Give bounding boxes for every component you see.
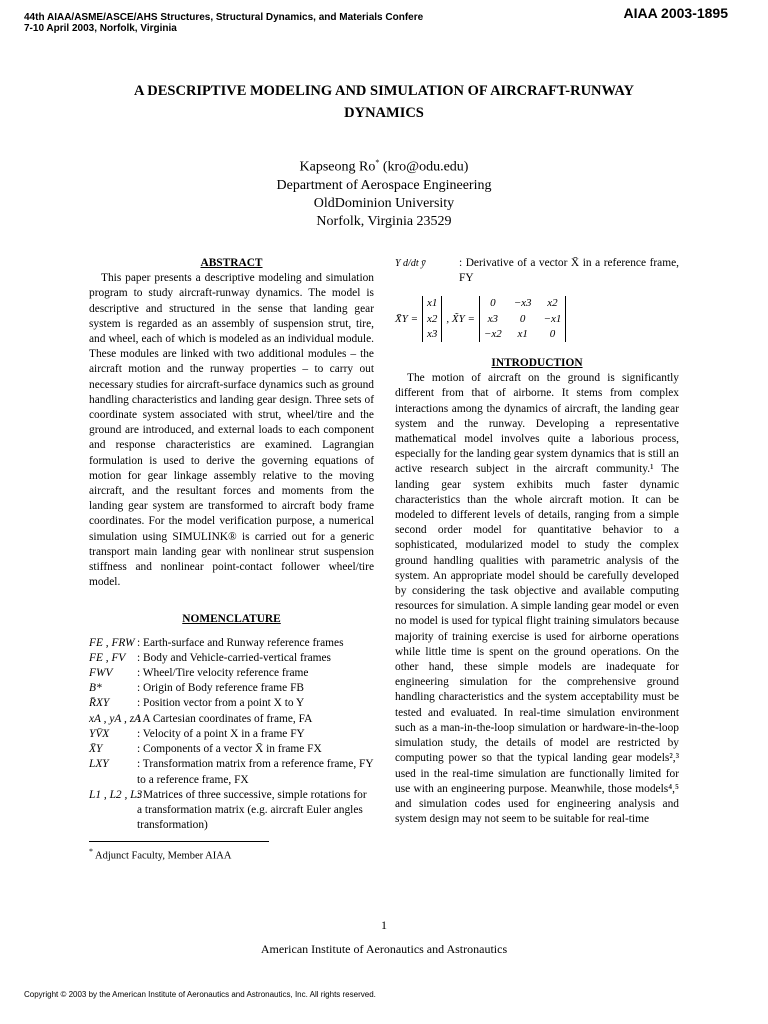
nomenclature-row: [89, 651, 374, 666]
nomenclature-description: : Matrices of three successive, simple rotations for a transformation matrix (e.g. aircraft Euler angles transformation): [137, 788, 367, 832]
paper-title: [90, 80, 678, 124]
nomenclature-row: [89, 636, 374, 651]
nomenclature-symbol: YV̄X: [89, 727, 110, 740]
skew-lhs: , X̃Y =: [446, 312, 475, 325]
introduction-text: The motion of aircraft on the ground is significantly different from that of airborne. It stems from complex interactions among the dynamics of aircraft, the landing gear system and the runway. Developing a representative mathematical model involves quite a laborious process, especially for the landing gear system dynamics that is still an active research subject in the aircraft community.¹ The landing gear system exhibits much faster dynamic characteristics than the whole aircraft motion. It can be modeled to different levels of details, ranging from a simple second order model for quantitative behavior to a sophisticated, modularized model to study the complex ground handling qualities with parametric analysis of the system. An appropriate model should be carefully developed by considering the task objective and available computing resources for simulation. A simple landing gear model or even no model is used for typical flight training simulators because majority of training exercise is used for airborne operations while little time is spent on the ground operations. On the other hand, these simple models are inadequate for engineering simulation for the comprehensive ground handling characteristics and the system acceptability must be tested and evaluated. In real-time simulation environment such as a man-in-the-loop simulation or hardware-in-the-loop simulation study, the details of model are restricted by computing power so that the typical landing gear models²,³ used in the real-time simulation are functionally limited for use with an engineering purpose. Meanwhile, those models⁴,⁵ and simulation codes used for engineering analysis and system design may not seem to be suitable for real-time: [395, 372, 679, 826]
nomenclature-row: [89, 727, 374, 742]
footnote-text: Adjunct Faculty, Member AIAA: [95, 850, 232, 862]
derivative-symbol: Y d/dt ȳ: [395, 258, 426, 269]
vector-entry: x1: [427, 297, 438, 310]
nomenclature-description: : Components of a vector X̄ in frame FX: [137, 743, 322, 756]
nomenclature-symbol: FWV: [89, 667, 113, 680]
left-column: [89, 256, 374, 864]
matrix-definition: [395, 296, 679, 342]
author-city: Norfolk, Virginia 23529: [316, 213, 452, 229]
right-column: [395, 256, 679, 827]
abstract-heading: ABSTRACT: [200, 257, 263, 269]
matrix-entry: x2: [547, 297, 558, 310]
conference-header: [24, 12, 423, 34]
footnote: [89, 844, 374, 864]
nomenclature-row: [89, 742, 374, 757]
nomenclature-description: : Wheel/Tire velocity reference frame: [137, 667, 309, 680]
copyright: Copyright © 2003 by the American Institute of Aeronautics and Astronautics, Inc. All rights reserved.: [24, 990, 376, 999]
conference-line1: 44th AIAA/ASME/ASCE/AHS Structures, Structural Dynamics, and Materials Confere: [24, 12, 424, 23]
abstract-text: This paper presents a descriptive modeling and simulation program to study aircraft-runway dynamics. The model is descriptive and structured in the sense that landing gear system is regarded as an assembly of suspension strut, tire, and wheel, each of which is modeled as an individual module. These modules are linked with two additional modules – the aircraft motion and the runway properties – to carry out necessary studies for aircraft-surface dynamics such as ground handling characteristics and landing gear design. Three sets of coordinate system associated with strut, wheel/tire and the ground are introduced, and external loads to each component and response characteristics are examined. Lagrangian formulation is used to derive the governing equations of motion for gear linkage assembly relative to the moving aircraft, and the resultant forces and moments from the landing gear system are transformed to aircraft body frame coordinates. For the model verification purpose, a numerical simulation using SIMULINK® is carried out for a generic transport main landing gear with nonlinear strut suspension stiffness and nonlinear point-contact follower wheel/tire model.: [89, 272, 374, 589]
author-line: [0, 154, 768, 177]
matrix-entry: −x3: [513, 297, 532, 310]
page-number: 1: [381, 918, 387, 932]
nomenclature-description: : Origin of Body reference frame FB: [137, 682, 305, 695]
introduction-heading: INTRODUCTION: [491, 357, 583, 370]
nomenclature-row: [89, 666, 374, 681]
nomenclature-symbol: L1 , L2 , L3: [89, 788, 143, 801]
author-name: Kapseong Ro: [299, 159, 376, 175]
footnote-rule: [89, 841, 269, 842]
title-line2: DYNAMICS: [344, 105, 424, 121]
title-line1: A DESCRIPTIVE MODELING AND SIMULATION OF AIRCRAFT-RUNWAY: [133, 83, 635, 99]
nomenclature-symbol: X̄Y: [89, 743, 103, 756]
matrix-entry: −x1: [543, 312, 562, 325]
nomenclature-description: : Body and Vehicle-carried-vertical frames: [137, 651, 331, 664]
author-block: [0, 154, 768, 231]
footnote-mark: *: [89, 847, 93, 857]
nomenclature-symbol: FE , FRW: [89, 636, 135, 649]
nomenclature-symbol: B*: [89, 682, 102, 695]
nomenclature-row: [89, 757, 374, 787]
nomenclature-heading: NOMENCLATURE: [182, 613, 281, 626]
institute-footer: American Institute of Aeronautics and Astronautics: [260, 942, 508, 956]
nomenclature-description: : Position vector from a point X to Y: [137, 697, 305, 710]
nomenclature-description: : Earth-surface and Runway reference frames: [137, 636, 344, 649]
nomenclature-row: [89, 788, 374, 834]
nomenclature-description: : Transformation matrix from a reference frame, FY to a reference frame, FX: [137, 758, 374, 786]
author-dept: Department of Aerospace Engineering: [276, 177, 492, 193]
nomenclature-symbol: FE , FV: [89, 651, 126, 664]
matrix-entry: 0: [519, 312, 526, 325]
author-email: (kro@odu.edu): [382, 159, 469, 175]
nomenclature-description: : Velocity of a point X in a frame FY: [137, 727, 305, 740]
nomenclature-list: [89, 636, 374, 834]
derivative-definition: [395, 256, 679, 286]
nomenclature-description: : A Cartesian coordinates of frame, FA: [137, 712, 313, 725]
nomenclature-row: [89, 681, 374, 696]
nomenclature-row: [89, 696, 374, 711]
matrix-entry: −x2: [483, 327, 502, 340]
matrix-entry: 0: [549, 327, 556, 340]
nomenclature-symbol: LXY: [89, 758, 109, 771]
vector-entry: x3: [427, 327, 438, 340]
vector-entry: x2: [427, 312, 438, 325]
derivative-text: : Derivative of a vector X̄ in a reference frame, FY: [459, 257, 679, 285]
nomenclature-symbol: R̄XY: [89, 697, 110, 710]
nomenclature-symbol: xA , yA , zA: [89, 712, 142, 725]
column-vector: [422, 296, 442, 342]
matrix-entry: x1: [517, 327, 528, 340]
paper-number: AIAA 2003-1895: [623, 5, 728, 21]
nomenclature-row: [89, 712, 374, 727]
matrix-entry: 0: [490, 297, 496, 310]
matrix-entry: x3: [487, 312, 499, 325]
author-mark: *: [375, 158, 380, 167]
conference-line2: 7-10 April 2003, Norfolk, Virginia: [24, 23, 177, 34]
vector-lhs: X̄Y =: [395, 312, 419, 325]
skew-matrix: [479, 296, 566, 342]
author-univ: OldDominion University: [313, 195, 455, 211]
